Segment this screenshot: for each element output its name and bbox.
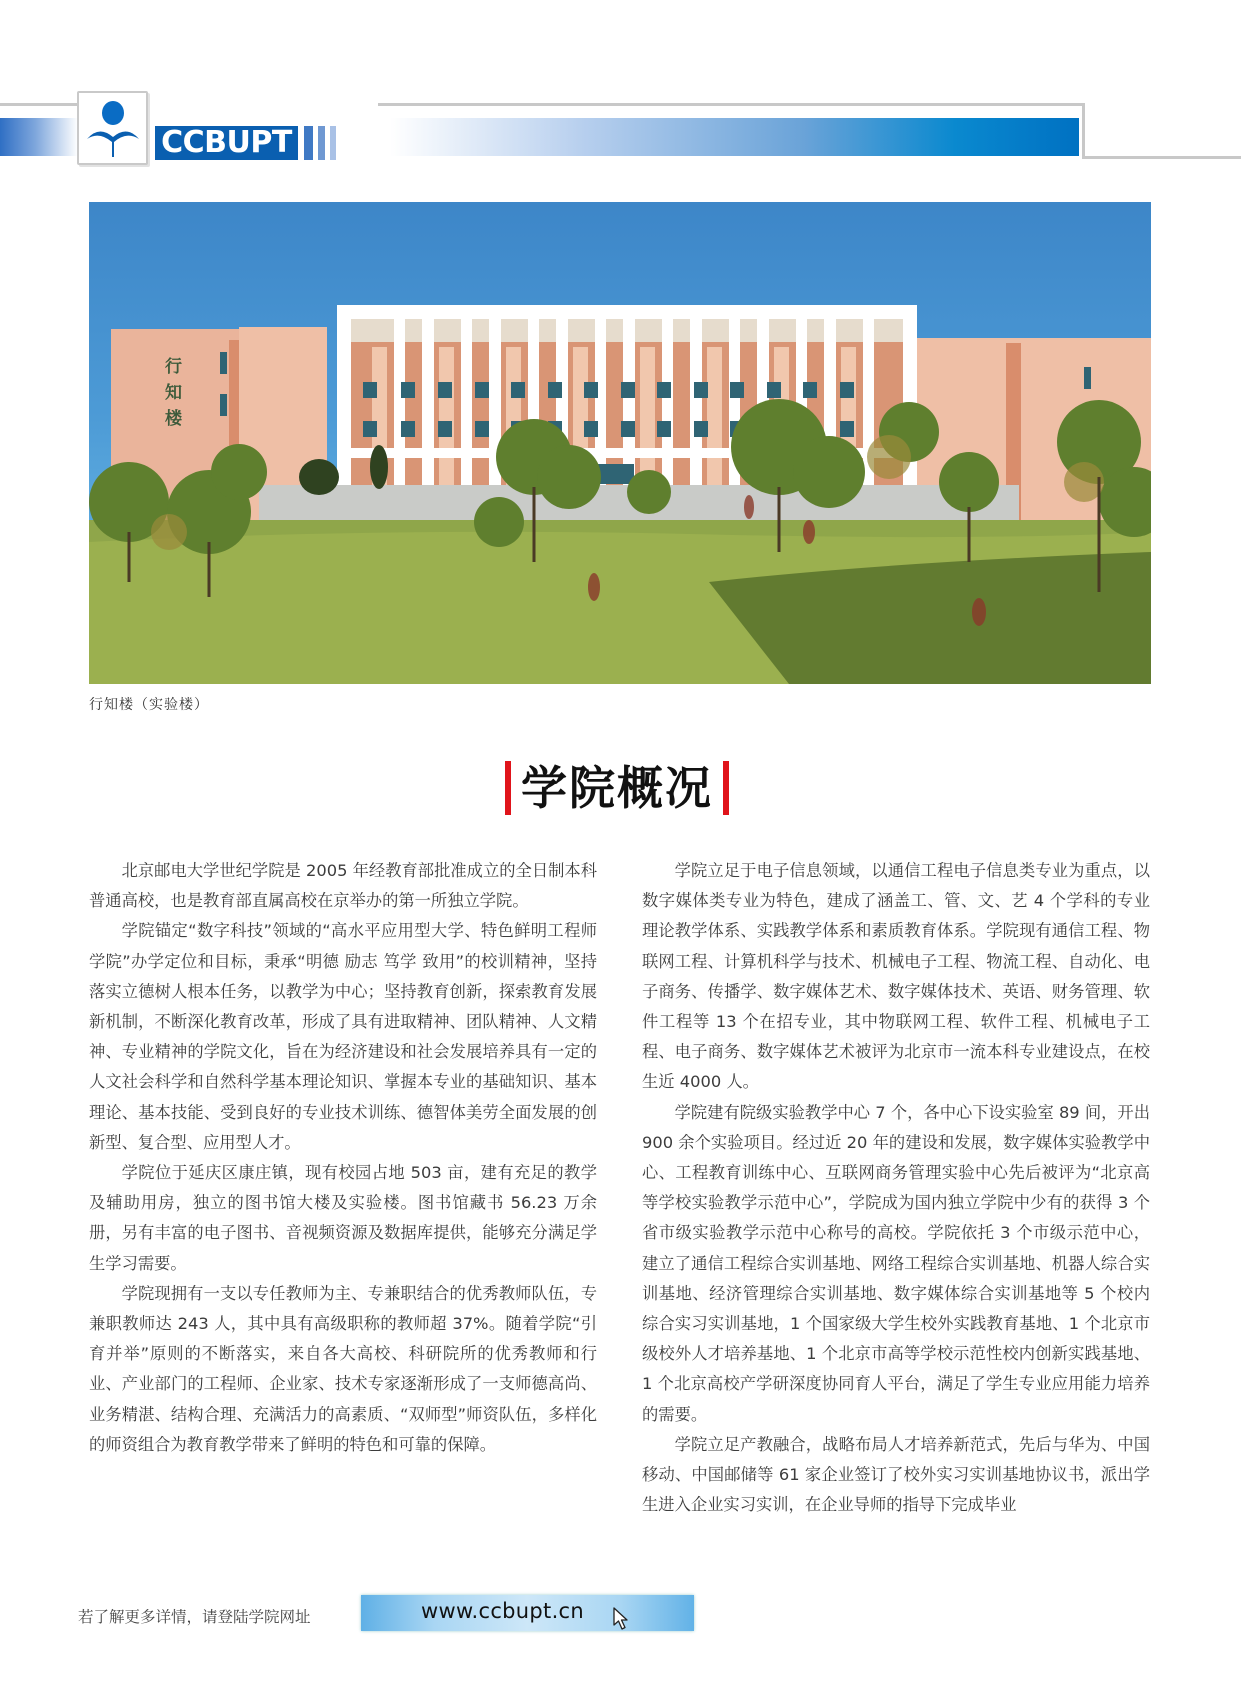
brand-stripe — [330, 126, 336, 160]
paragraph: 学院立足产教融合，战略布局人才培养新范式，先后与华为、中国移动、中国邮储等 61 家企业签订了校外实习实训基地协议书，派出学生进入企业实习实训，在企业导师的指导下完成毕业 — [642, 1434, 1150, 1515]
website-link[interactable] — [361, 1595, 694, 1631]
section-title — [505, 760, 729, 816]
building-sign-char: 行 — [165, 357, 182, 377]
brand-stripe — [304, 126, 313, 160]
paragraph: 学院位于延庆区康庄镇，现有校园占地 503 亩，建有充足的教学及辅助用房，独立的图书馆大楼及实验楼。图书馆藏书 56.23 万余册，另有丰富的电子图书、音视频资源及数据库提供，能够充分满足学生学习需要。 — [89, 1163, 597, 1273]
header-rule-corner — [1082, 103, 1085, 158]
paragraph: 学院现拥有一支以专任教师为主、专兼职结合的优秀教师队伍，专兼职教师达 243 人，其中具有高级职称的教师超 37%。随着学院“引育并举”原则的不断落实，来自各大高校、科研院所的优秀教师和行业、产业部门的工程师、企业家、技术专家逐渐形成了一支师德高尚、业务精湛、结构合理、充满活力的高素质、“双师型”师资队伍，多样化的师资组合为教育教学带来了鲜明的特色和可靠的保障。 — [89, 1283, 597, 1454]
arrow-cursor-icon — [613, 1607, 631, 1631]
building-illustration — [89, 202, 1151, 684]
header-rule-right — [378, 103, 1084, 106]
building-sign-char: 知 — [165, 383, 182, 403]
article-column-left — [89, 856, 597, 1460]
header-gradient-left — [0, 118, 78, 156]
building-sign-char: 楼 — [165, 409, 182, 429]
title-accent-bar-left — [505, 761, 511, 815]
header-gradient-right — [390, 118, 1079, 156]
section-title-text: 学院概况 — [521, 761, 713, 815]
header-rule-tail — [1082, 156, 1241, 159]
paragraph: 学院锚定“数字科技”领域的“高水平应用型大学、特色鲜明工程师学院”办学定位和目标，秉承“明德 励志 笃学 致用”的校训精神，坚持落实立德树人根本任务，以教学为中心；坚持教育创新，探索教育发展新机制，不断深化教育改革，形成了具有进取精神、团队精神、人文精神、专业精神的学院文化，旨在为经济建设和社会发展培养具有一定的人文社会科学和自然科学基本理论知识、掌握本专业的基础知识、基本理论、基本技能、受到良好的专业技术训练、德智体美劳全面发展的创新型、复合型、应用型人才。 — [89, 921, 597, 1152]
college-logo — [77, 91, 148, 165]
footer-prompt: 若了解更多详情，请登陆学院网址 — [78, 1608, 311, 1626]
photo-caption: 行知楼（实验楼） — [89, 697, 209, 713]
paragraph: 学院立足于电子信息领域，以通信工程电子信息类专业为重点，以数字媒体类专业为特色，建成了涵盖工、管、文、艺 4 个学科的专业理论教学体系、实践教学体系和素质教育体系。学院现有通信工程、物联网工程、计算机科学与技术、机械电子工程、物流工程、自动化、电子商务、传播学、数字媒体艺术、数字媒体技术、英语、财务管理、软件工程等 13 个在招专业，其中物联网工程、软件工程、机械电子工程、电子商务、数字媒体艺术被评为北京市一流本科专业建设点，在校生近 4000 人。 — [642, 861, 1150, 1092]
brand-stripe — [318, 126, 325, 160]
header-rule-left — [0, 103, 78, 106]
title-accent-bar-right — [723, 761, 729, 815]
website-url[interactable]: www.ccbupt.cn — [421, 1599, 584, 1623]
paragraph: 北京邮电大学世纪学院是 2005 年经教育部批准成立的全日制本科普通高校，也是教育部直属高校在京举办的第一所独立学院。 — [89, 861, 597, 911]
article-column-right — [642, 856, 1150, 1520]
paragraph: 学院建有院级实验教学中心 7 个，各中心下设实验室 89 间，开出 900 余个实验项目。经过近 20 年的建设和发展，数字媒体实验教学中心、工程教育训练中心、互联网商务管理实验中心先后被评为“北京高等学校实验教学示范中心”，学院成为国内独立学院中少有的获得 3 个省市级实验教学示范中心称号的高校。学院依托 3 个市级示范中心，建立了通信工程综合实训基地、网络工程综合实训基地、机器人综合实训基地、经济管理综合实训基地、数字媒体综合实训基地等 5 个校内综合实习实训基地，1 个国家级大学生校外实践教育基地、1 个北京市级校外人才培养基地、1 个北京市高等学校示范性校内创新实践基地、1 个北京高校产学研深度协同育人平台，满足了学生专业应用能力培养的需要。 — [642, 1102, 1150, 1424]
person-book-logo-icon — [83, 97, 143, 159]
brand-wordmark: CCBUPT — [155, 126, 298, 160]
campus-photo — [89, 202, 1151, 684]
